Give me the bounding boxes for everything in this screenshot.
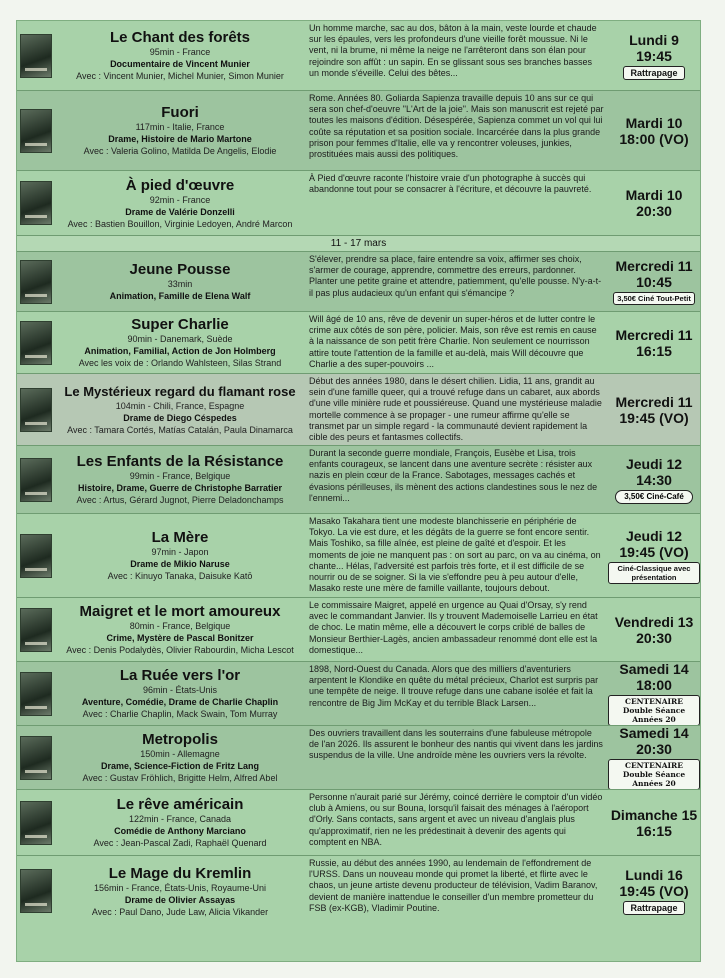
film-cast: Avec : Kinuyo Tanaka, Daisuke Katō [107,571,253,581]
screening-day: Mercredi 11 [615,326,693,343]
film-cast: Avec : Charlie Chaplin, Mack Swain, Tom Murray [82,709,278,719]
film-duration-country: 99min - France, Belgique [129,471,231,481]
film-title: Le Chant des forêts [109,29,251,46]
film-title: À pied d'œuvre [125,176,235,194]
screening-day: Mercredi 11 [615,258,693,274]
film-poster-image [20,534,52,578]
screening-day: Mardi 10 [625,114,683,131]
film-poster-image [20,388,52,432]
film-cast: Avec : Denis Podalydès, Olivier Rabourdin, Micha Lescot [66,645,294,655]
film-genre-director: Aventure, Comédie, Drame de Charlie Chaplin [81,697,279,707]
film-poster-image [20,260,52,304]
film-genre-director: Comédie de Anthony Marciano [114,826,246,836]
film-synopsis: Masako Takahara tient une modeste blanchisserie en périphérie de Tokyo. La vie est dure, et les dégâts de la guerre se font encore sentir. Mais Toshiko, sa fille aînée, est pleine de gaîté et d'espoir. Et les moments de joie ne manquent pas : on sort au parc, on va au cinéma, on chante... Hélas, l'adversité est parfois très forte, et il est difficile de se nourrir ou de se soigner. Si la vie s'effondre peu à peu autour d'elle, Masako reste une mère de famille vaillante, toujours debout. [309,516,601,594]
film-title: Le Mystérieux regard du flamant rose [64,384,296,399]
screening-day: Mardi 10 [625,187,683,203]
film-cast: Avec : Jean-Pascal Zadi, Raphaël Quenard [93,838,267,848]
film-synopsis: Russie, au début des années 1990, au lendemain de l'effondrement de l'URSS. Dans un nouveau monde qui promet la liberté, et flirte avec le chaos, un jeune artiste devenu producteur de télévision, Vadim Baranov, devient de manière inattendue le conseiller d'un membre prometteur du FSB (ex-KGB), Vladimir Poutine. [309,858,598,913]
film-poster-image [20,608,52,652]
screening-time: 20:30 [636,203,672,219]
film-duration-country: 122min - France, Canada [128,814,232,824]
film-synopsis: Début des années 1980, dans le désert chilien. Lidia, 11 ans, grandit au sein d'une famille queer, qui a trouvé refuge dans un cabaret, aux abords d'une ville minière rude et poussiéreuse. Quand une mystérieuse maladie mortelle commence à se propager - une rumeur affirme qu'elle se transmet par un simple regard - la communauté devient rapidement la cible des peurs et fantasmes collectifs. [309,376,602,443]
film-genre-director: Animation, Familial, Action de Jon Holmberg [84,346,276,356]
screening-day: Samedi 14 [619,662,689,677]
film-genre-director: Drame, Science-Fiction de Fritz Lang [100,761,260,771]
film-cast: Avec les voix de : Orlando Wahlsteen, Silas Strand [78,358,282,368]
film-title: La Mère [151,529,209,546]
film-poster-image [20,458,52,502]
film-poster-image [20,34,52,78]
film-row [17,252,700,312]
film-row [17,312,700,374]
screening-day: Mercredi 11 [615,393,693,410]
film-title: Metropolis [142,731,218,748]
film-genre-director: Crime, Mystère de Pascal Bonitzer [106,633,254,643]
film-synopsis: Des ouvriers travaillent dans les souterrains d'une fabuleuse métropole de l'an 2026. Ils assurent le bonheur des nantis qui vivent dans les jardins suspendus de la ville. Une androïde mène les ouvriers vers la révolte. [309,728,603,761]
film-synopsis: 1898, Nord-Ouest du Canada. Alors que des milliers d'aventuriers arpentent le Klondike en quête du métal précieux, Charlot est surpris par une tempête de neige. Il trouve refuge dans une cabane isolée et fait la rencontre de Big Jim McKay et du terrible Black Larsen... [309,664,599,708]
screening-time: 19:45 (VO) [619,409,689,426]
film-cast: Avec : Tamara Cortés, Matías Catalán, Paula Dinamarca [67,425,293,435]
screening-time: 19:45 (VO) [619,543,689,560]
film-row [17,598,700,662]
film-genre-director: Drame, Histoire de Mario Martone [108,134,252,144]
screening-time: 18:00 (VO) [619,130,689,147]
film-duration-country: 150min - Allemagne [140,749,220,759]
film-duration-country: 104min - Chili, France, Espagne [115,401,245,411]
film-cast: Avec : Valeria Golino, Matilda De Angelis, Elodie [83,146,277,156]
film-title: Super Charlie [131,316,229,333]
film-row [17,726,700,790]
screening-time: 18:00 [636,677,672,693]
film-row [17,171,700,236]
film-title: Jeune Pousse [129,261,231,278]
screening-day: Lundi 16 [625,867,683,883]
screening-day: Samedi 14 [619,726,689,741]
screening-time: 14:30 [636,471,672,488]
film-title: Le Mage du Kremlin [108,864,252,882]
programme-sheet [16,20,701,962]
screening-time: 19:45 (VO) [619,883,689,899]
film-duration-country: 117min - Italie, France [135,122,225,132]
film-synopsis: À Pied d'œuvre raconte l'histoire vraie d'un photographe à succès qui abandonne tout pour se consacrer à l'écriture, et découvre la pauvreté. [309,173,592,195]
film-synopsis: Rome. Années 80. Goliarda Sapienza travaille depuis 10 ans sur ce qui sera son chef-d'oeuvre "L'Art de la joie". Mais son manuscrit est rejeté par toutes les maisons d'édition. Désespérée, Sapienza commet un vol qui lui coûte sa réputation et sa position sociale. Incarcérée dans la plus grande prison pour femmes d'Italie, elle va y rencontrer voleuses, junkies, prostituées mais aussi des politiques. [309,93,604,160]
film-row [17,856,700,926]
film-row [17,790,700,856]
film-duration-country: 90min - Danemark, Suède [127,334,233,344]
film-poster-image [20,109,52,153]
film-poster-image [20,321,52,365]
film-title: Le rêve américain [116,796,244,813]
film-genre-director: Animation, Famille de Elena Walf [109,291,251,301]
film-row [17,21,700,91]
film-duration-country: 92min - France [149,194,211,205]
film-cast: Avec : Gustav Fröhlich, Brigitte Helm, Alfred Abel [82,773,278,783]
film-duration-country: 95min - France [149,47,211,57]
film-title: Maigret et le mort amoureux [79,603,281,620]
screening-time: 10:45 [636,274,672,290]
film-row [17,374,700,446]
film-cast: Avec : Vincent Munier, Michel Munier, Simon Munier [76,71,284,81]
film-genre-director: Drame de Mikio Naruse [130,559,230,569]
screening-time: 20:30 [636,629,672,646]
film-row [17,446,700,514]
film-synopsis: Durant la seconde guerre mondiale, François, Eusèbe et Lisa, trois enfants courageux, se lancent dans une aventure secrète : résister aux nazis en plein cœur de la France. Sabotages, messages cachés et évasions périlleuses, ils mènent des actions clandestines sous le nez de l'ennemi... [309,448,598,503]
film-cast: Avec : Artus, Gérard Jugnot, Pierre Deladonchamps [76,495,284,505]
film-duration-country: 156min - France, États-Unis, Royaume-Uni [93,882,267,893]
film-duration-country: 80min - France, Belgique [129,621,231,631]
event-badge: CENTENAIRE Double Séance Années 20 [608,695,700,726]
film-poster-image [20,181,52,225]
film-synopsis: Will âgé de 10 ans, rêve de devenir un super-héros et de lutter contre le crime aux côtés de son père, policier. Mais, son rêve est remis en cause à la naissance de son petit frère Charlie. Non seulement ce nourrisson attire toute l'attention de la famille et au-delà, mais Will découvre que Charlie a des super-pouvoirs ... [309,314,597,369]
film-title: Fuori [161,104,199,121]
event-badge: 3,50€ Ciné-Café [615,490,693,504]
event-badge: 3,50€ Ciné Tout-Petit [613,292,695,305]
film-synopsis: Le commissaire Maigret, appelé en urgence au Quai d'Orsay, s'y rend avec le commandant Janvier. Ils y trouvent Mademoiselle Larrieu en état de choc. Le matin même, elle a découvert le corps criblé de balles de Monsieur Berthier-Lagès, ancien ambassadeur renommé dont elle est la domestique... [309,600,598,655]
film-poster-image [20,736,52,780]
week-separator: 11 - 17 mars [17,236,700,252]
event-badge: Rattrapage [623,66,684,80]
screening-day: Jeudi 12 [625,527,683,544]
event-badge: CENTENAIRE Double Séance Années 20 [608,759,700,790]
film-poster-image [20,801,52,845]
film-poster-image [20,869,52,913]
film-title: Les Enfants de la Résistance [76,453,284,470]
screening-time: 20:30 [636,741,672,757]
screening-day: Lundi 9 [629,31,679,48]
film-duration-country: 33min [167,279,193,289]
film-synopsis: Personne n'aurait parié sur Jérémy, coincé derrière le comptoir d'un vidéo club à Amiens, ou sur Bouna, lorsqu'il faisait des ménages à l'aéroport d'Orly. Sans contacts, sans argent et avec un niveau d'anglais plus qu'approximatif, rien ne les prédestinait à devenir des agents qui comptent en NBA. [309,792,603,847]
film-duration-country: 97min - Japon [151,547,209,557]
film-genre-director: Drame de Olivier Assayas [124,894,236,905]
film-genre-director: Histoire, Drame, Guerre de Christophe Barratier [77,483,283,493]
film-poster-image [20,672,52,716]
event-badge: Ciné-Classique avec présentation [608,562,700,584]
film-synopsis: Un homme marche, sac au dos, bâton à la main, veste lourde et chaude sur les épaules, vers les profondeurs d'une vieille forêt moussue. Ni le vent, ni la brume, ni même la neige ne l'arrêteront dans son élan pour rejoindre son affût : un sapin. En se glissant sous ses branches basses un monde s'éveille. Celui des bêtes... [309,23,597,78]
screening-time: 16:15 [636,822,672,839]
film-row [17,514,700,598]
screening-day: Dimanche 15 [610,806,698,823]
screening-time: 19:45 [636,47,672,64]
film-row [17,662,700,726]
film-synopsis: S'élever, prendre sa place, faire entendre sa voix, affirmer ses choix, s'armer de courage, apprendre, commettre des erreurs, pardonner. Planter une petite graine et attendre, patiemment, qu'elle pousse. N'y-a-t-il pas plus audacieux qu'un enfant qui s'émancipe ? [309,254,602,298]
film-genre-director: Drame de Diego Céspedes [123,413,237,423]
screening-time: 16:15 [636,342,672,359]
film-genre-director: Drame de Valérie Donzelli [125,206,235,217]
film-row [17,91,700,171]
film-duration-country: 96min - États-Unis [142,685,218,695]
film-genre-director: Documentaire de Vincent Munier [110,59,250,69]
film-cast: Avec : Bastien Bouillon, Virginie Ledoyen, André Marcon [67,218,293,229]
film-cast: Avec : Paul Dano, Jude Law, Alicia Vikander [91,906,269,917]
screening-day: Jeudi 12 [625,455,683,472]
event-badge: Rattrapage [623,901,684,915]
screening-day: Vendredi 13 [614,613,694,630]
film-title: La Ruée vers l'or [119,667,241,684]
